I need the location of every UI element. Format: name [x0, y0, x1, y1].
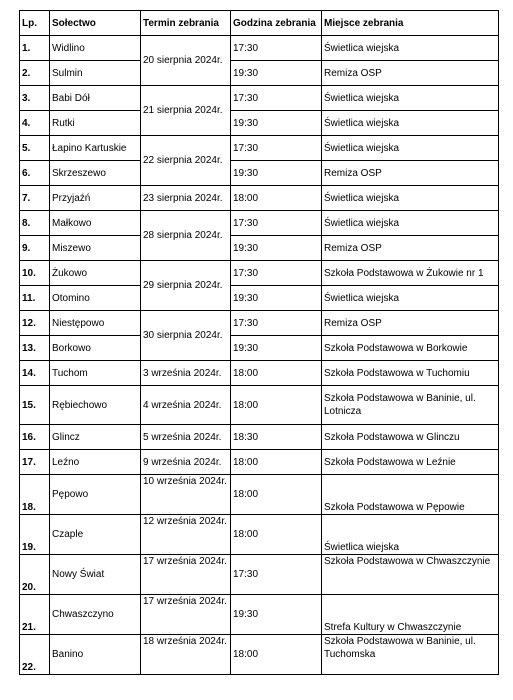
- godzina-cell: 17:30: [231, 555, 322, 595]
- miejsce-cell: Strefa Kultury w Chwaszczynie: [322, 595, 499, 635]
- row-number: 13.: [20, 336, 50, 361]
- table-row: [20, 236, 499, 261]
- row-number: 1.: [20, 36, 50, 61]
- godzina-cell: 18:00: [231, 635, 322, 675]
- godzina-cell: 19:30: [231, 61, 322, 86]
- table-row: [20, 386, 499, 425]
- termin-cell: 29 sierpnia 2024r.: [141, 261, 231, 311]
- termin-cell: 22 sierpnia 2024r.: [141, 136, 231, 186]
- row-number: 21.: [20, 595, 50, 635]
- godzina-cell: 17:30: [231, 86, 322, 111]
- row-number: 20.: [20, 555, 50, 595]
- miejsce-cell: Świetlica wiejska: [322, 286, 499, 311]
- solectwo-cell: Widlino: [50, 36, 141, 61]
- header-solectwo: Sołectwo: [50, 11, 141, 36]
- solectwo-cell: Pępowo: [50, 475, 141, 515]
- solectwo-cell: Nowy Świat: [50, 555, 141, 595]
- table-row: [20, 161, 499, 186]
- miejsce-cell: Remiza OSP: [322, 236, 499, 261]
- table-row: [20, 361, 499, 386]
- miejsce-cell: Szkoła Podstawowa w Leźnie: [322, 450, 499, 475]
- row-number: 8.: [20, 211, 50, 236]
- row-number: 14.: [20, 361, 50, 386]
- table-row: [20, 186, 499, 211]
- godzina-cell: 17:30: [231, 36, 322, 61]
- solectwo-cell: Małkowo: [50, 211, 141, 236]
- solectwo-cell: Rębiechowo: [50, 386, 141, 425]
- row-number: 12.: [20, 311, 50, 336]
- row-number: 10.: [20, 261, 50, 286]
- miejsce-cell: Świetlica wiejska: [322, 86, 499, 111]
- solectwo-cell: Banino: [50, 635, 141, 675]
- godzina-cell: 18:00: [231, 475, 322, 515]
- row-number: 22.: [20, 635, 50, 675]
- miejsce-cell: Świetlica wiejska: [322, 186, 499, 211]
- miejsce-cell: Szkoła Podstawowa w Borkowie: [322, 336, 499, 361]
- row-number: 5.: [20, 136, 50, 161]
- header-termin: Termin zebrania: [141, 11, 231, 36]
- miejsce-cell: Szkoła Podstawowa w Baninie, ul. Lotnicza: [322, 386, 499, 425]
- termin-cell: 5 września 2024r.: [141, 425, 231, 450]
- table-row: [20, 635, 499, 675]
- termin-cell: 30 sierpnia 2024r.: [141, 311, 231, 361]
- termin-cell: 20 sierpnia 2024r.: [141, 36, 231, 86]
- miejsce-cell: Świetlica wiejska: [322, 136, 499, 161]
- miejsce-cell: Remiza OSP: [322, 161, 499, 186]
- row-number: 4.: [20, 111, 50, 136]
- termin-cell: 21 sierpnia 2024r.: [141, 86, 231, 136]
- row-number: 11.: [20, 286, 50, 311]
- row-number: 17.: [20, 450, 50, 475]
- godzina-cell: 17:30: [231, 136, 322, 161]
- table-row: [20, 36, 499, 61]
- table-row: [20, 450, 499, 475]
- table-row: [20, 425, 499, 450]
- godzina-cell: 19:30: [231, 286, 322, 311]
- godzina-cell: 18:00: [231, 386, 322, 425]
- termin-cell: 12 września 2024r.: [141, 515, 231, 555]
- miejsce-cell: Świetlica wiejska: [322, 211, 499, 236]
- row-number: 6.: [20, 161, 50, 186]
- table-row: [20, 336, 499, 361]
- meeting-schedule-table: [19, 10, 499, 675]
- miejsce-cell: Remiza OSP: [322, 311, 499, 336]
- row-number: 9.: [20, 236, 50, 261]
- miejsce-cell: Szkoła Podstawowa w Pępowie: [322, 475, 499, 515]
- termin-cell: 10 września 2024r.: [141, 475, 231, 515]
- godzina-cell: 19:30: [231, 236, 322, 261]
- header-miejsce: Miejsce zebrania: [322, 11, 499, 36]
- row-number: 16.: [20, 425, 50, 450]
- row-number: 7.: [20, 186, 50, 211]
- miejsce-cell: Świetlica wiejska: [322, 111, 499, 136]
- miejsce-cell: Szkoła Podstawowa w Tuchomiu: [322, 361, 499, 386]
- godzina-cell: 19:30: [231, 161, 322, 186]
- solectwo-cell: Rutki: [50, 111, 141, 136]
- godzina-cell: 19:30: [231, 336, 322, 361]
- godzina-cell: 18:30: [231, 425, 322, 450]
- solectwo-cell: Skrzeszewo: [50, 161, 141, 186]
- table-row: [20, 261, 499, 286]
- table-row: [20, 86, 499, 111]
- godzina-cell: 17:30: [231, 311, 322, 336]
- solectwo-cell: Borkowo: [50, 336, 141, 361]
- termin-cell: 4 września 2024r.: [141, 386, 231, 425]
- godzina-cell: 19:30: [231, 111, 322, 136]
- miejsce-cell: Szkoła Podstawowa w Chwaszczynie: [322, 555, 499, 595]
- termin-cell: 23 sierpnia 2024r.: [141, 186, 231, 211]
- table-row: [20, 311, 499, 336]
- header-lp: Lp.: [20, 11, 50, 36]
- table-row: [20, 555, 499, 595]
- row-number: 2.: [20, 61, 50, 86]
- miejsce-cell: Świetlica wiejska: [322, 515, 499, 555]
- solectwo-cell: Łapino Kartuskie: [50, 136, 141, 161]
- miejsce-cell: Szkoła Podstawowa w Żukowie nr 1: [322, 261, 499, 286]
- solectwo-cell: Miszewo: [50, 236, 141, 261]
- termin-cell: 3 września 2024r.: [141, 361, 231, 386]
- termin-cell: 17 września 2024r.: [141, 555, 231, 595]
- solectwo-cell: Glincz: [50, 425, 141, 450]
- header-row: [20, 11, 499, 36]
- termin-cell: 28 sierpnia 2024r.: [141, 211, 231, 261]
- godzina-cell: 19:30: [231, 595, 322, 635]
- godzina-cell: 18:00: [231, 186, 322, 211]
- solectwo-cell: Czaple: [50, 515, 141, 555]
- table-row: [20, 515, 499, 555]
- solectwo-cell: Sulmin: [50, 61, 141, 86]
- godzina-cell: 17:30: [231, 261, 322, 286]
- table-row: [20, 286, 499, 311]
- solectwo-cell: Chwaszczyno: [50, 595, 141, 635]
- solectwo-cell: Babi Dół: [50, 86, 141, 111]
- godzina-cell: 18:00: [231, 450, 322, 475]
- row-number: 18.: [20, 475, 50, 515]
- solectwo-cell: Tuchom: [50, 361, 141, 386]
- godzina-cell: 17:30: [231, 211, 322, 236]
- table-row: [20, 211, 499, 236]
- table-row: [20, 475, 499, 515]
- solectwo-cell: Przyjaźń: [50, 186, 141, 211]
- miejsce-cell: Świetlica wiejska: [322, 36, 499, 61]
- table-row: [20, 595, 499, 635]
- table-row: [20, 136, 499, 161]
- row-number: 15.: [20, 386, 50, 425]
- godzina-cell: 18:00: [231, 515, 322, 555]
- godzina-cell: 18:00: [231, 361, 322, 386]
- table-row: [20, 61, 499, 86]
- solectwo-cell: Otomino: [50, 286, 141, 311]
- termin-cell: 18 września 2024r.: [141, 635, 231, 675]
- solectwo-cell: Leźno: [50, 450, 141, 475]
- miejsce-cell: Szkoła Podstawowa w Baninie, ul. Tuchomska: [322, 635, 499, 675]
- table-row: [20, 111, 499, 136]
- row-number: 19.: [20, 515, 50, 555]
- miejsce-cell: Szkoła Podstawowa w Glinczu: [322, 425, 499, 450]
- solectwo-cell: Niestępowo: [50, 311, 141, 336]
- termin-cell: 9 września 2024r.: [141, 450, 231, 475]
- header-godzina: Godzina zebrania: [231, 11, 322, 36]
- miejsce-cell: Remiza OSP: [322, 61, 499, 86]
- row-number: 3.: [20, 86, 50, 111]
- solectwo-cell: Żukowo: [50, 261, 141, 286]
- termin-cell: 17 września 2024r.: [141, 595, 231, 635]
